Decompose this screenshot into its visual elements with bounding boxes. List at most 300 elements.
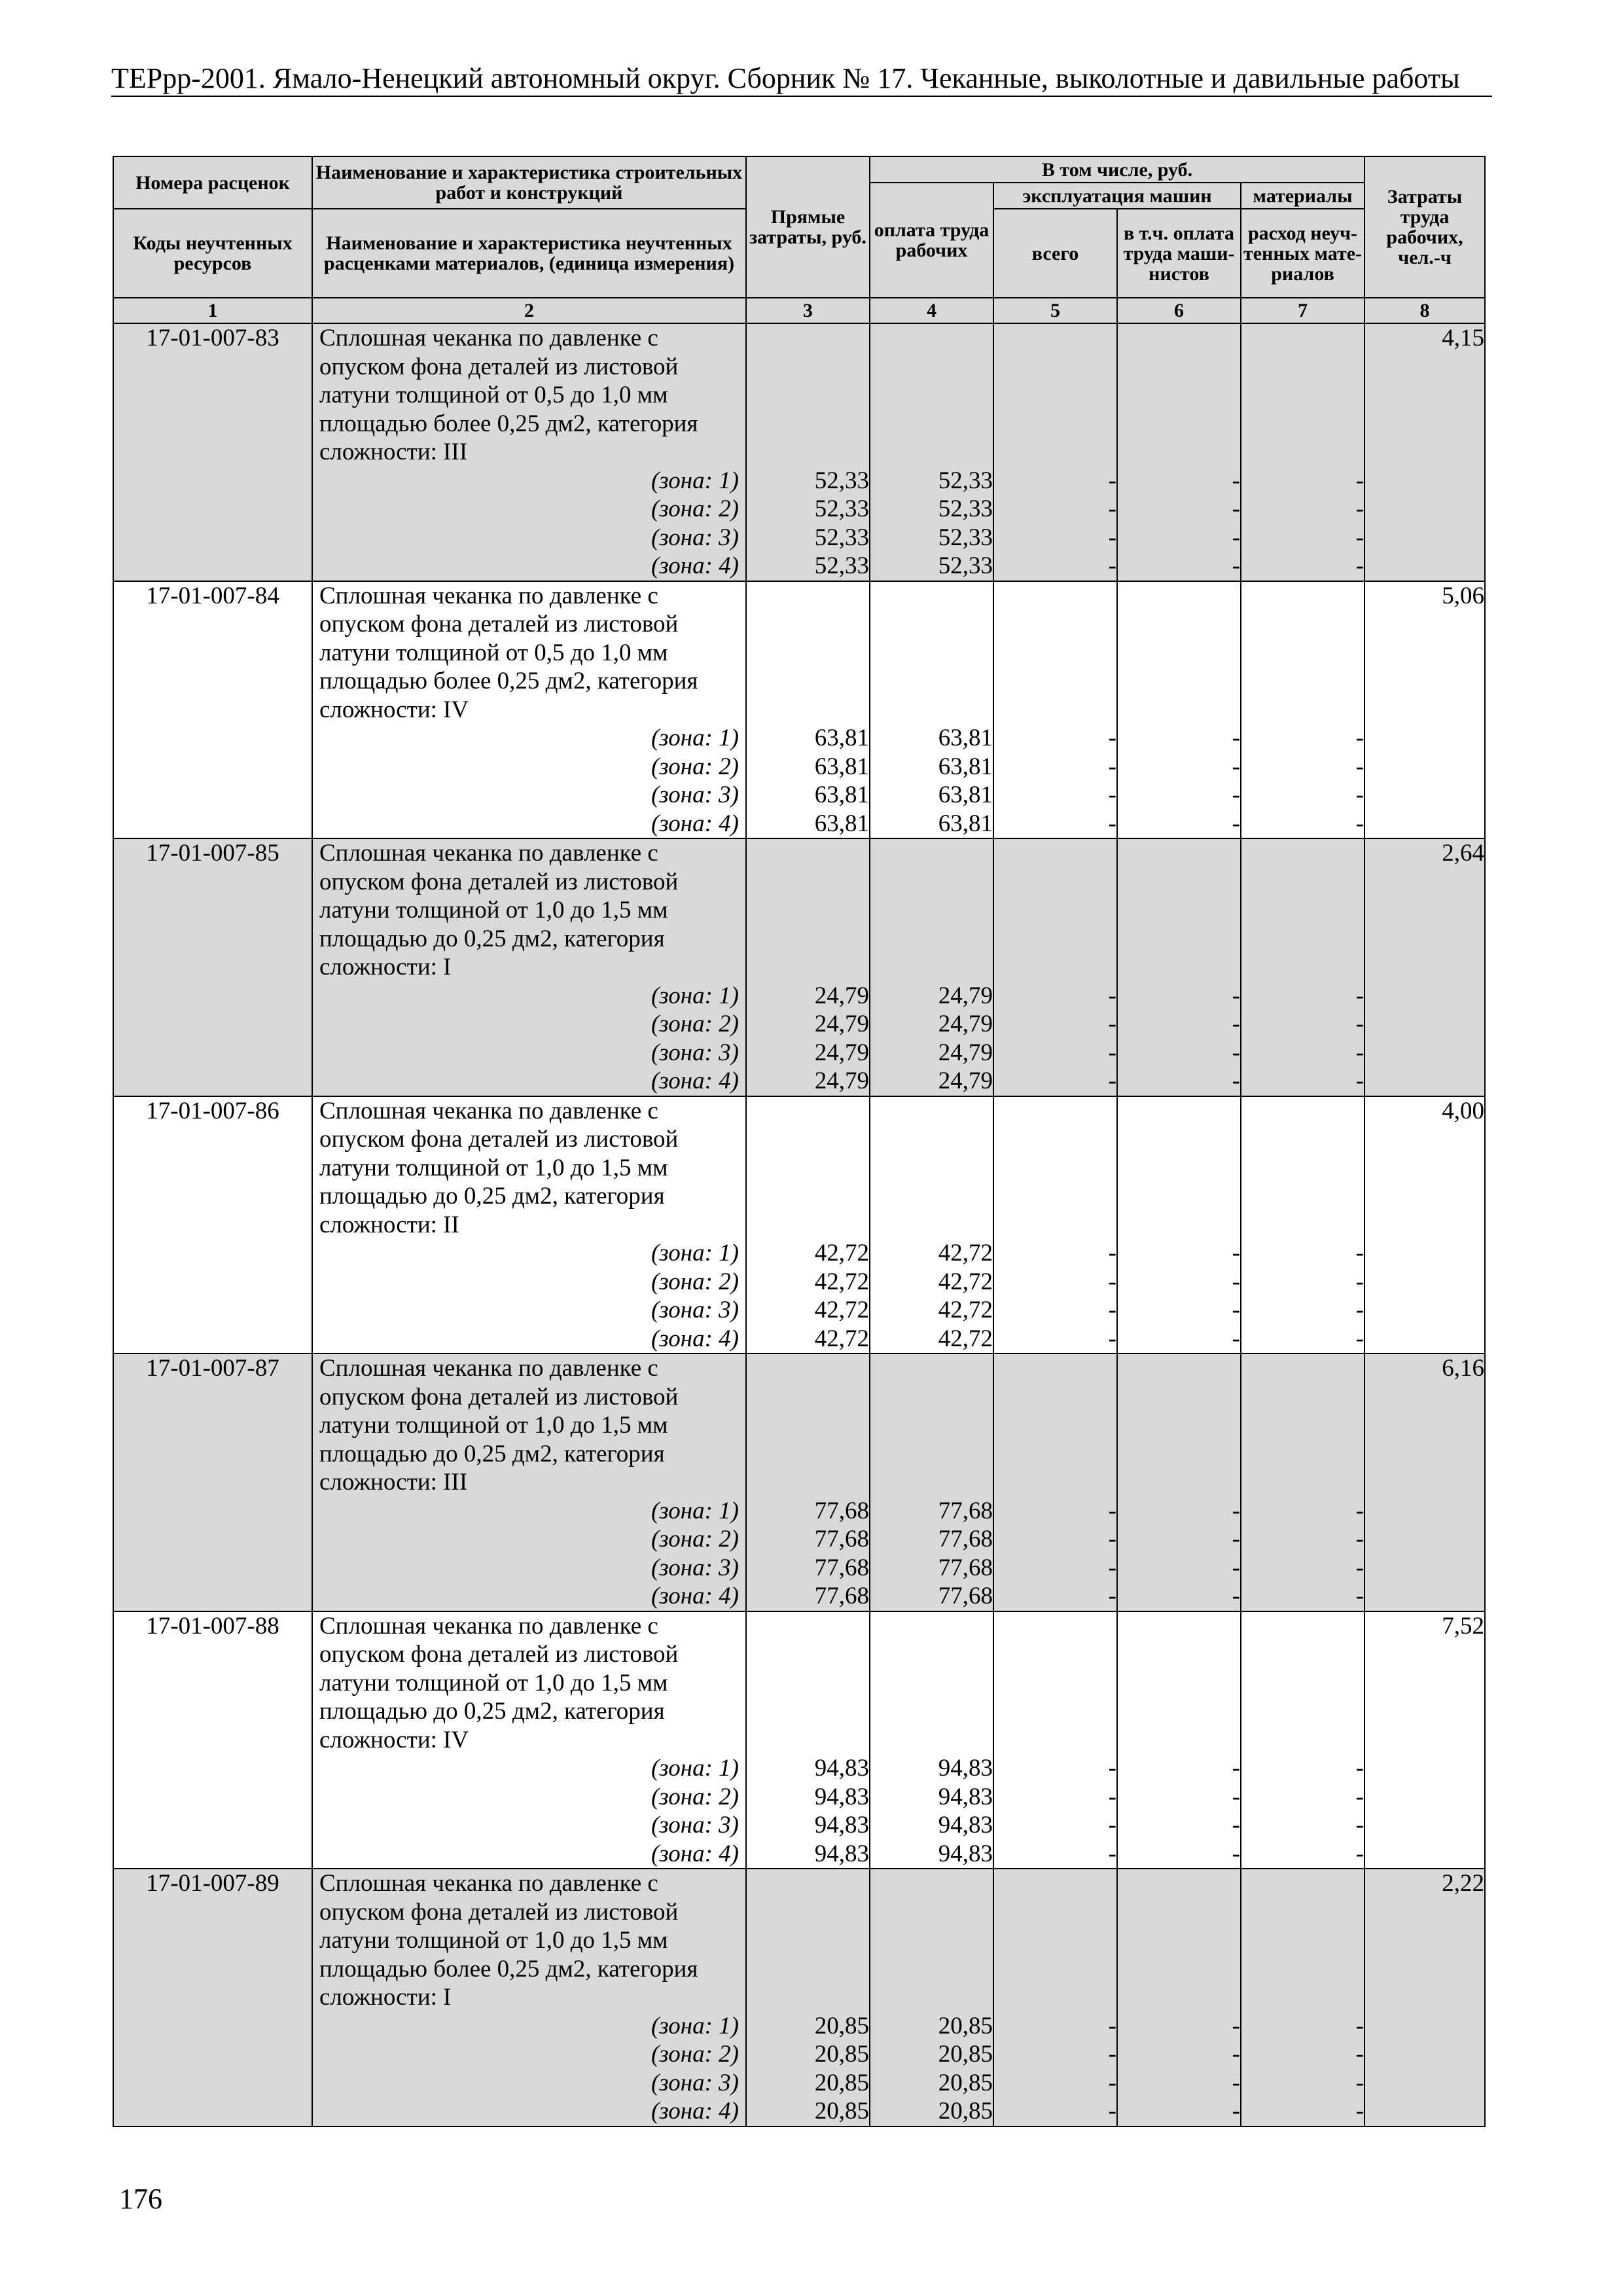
blank-line: [747, 1612, 869, 1641]
zone-label: (зона: 4): [651, 1583, 739, 1609]
blank-line: [747, 1383, 869, 1412]
header-including: В том числе, руб.: [870, 156, 1364, 183]
worker-pay-value: 77,68: [938, 1583, 993, 1609]
blank-line: [747, 896, 869, 925]
direct-cost-value: 52,33: [814, 495, 869, 522]
blank-line: [747, 324, 869, 353]
rate-description-line: сложности: IV: [319, 696, 469, 723]
worker-pay-value: 20,85: [938, 2041, 993, 2068]
blank-line: [1118, 1354, 1240, 1383]
rate-code: 17-01-007-86: [146, 1097, 279, 1124]
material-cost-value: -: [1355, 753, 1364, 780]
blank-line: [1241, 1411, 1364, 1440]
blank-line: [870, 582, 993, 611]
worker-pay-value-cell: [870, 1869, 993, 2126]
worker-pay-value: 63,81: [938, 725, 993, 751]
rate-code: 17-01-007-87: [146, 1355, 279, 1382]
blank-line: [870, 1612, 993, 1641]
rate-code-cell: [113, 323, 312, 581]
blank-line: [747, 1869, 869, 1898]
material-cost-value: -: [1355, 1497, 1364, 1524]
zone-label: (зона: 4): [651, 552, 739, 579]
blank-line: [747, 1955, 869, 1984]
machinist-pay-value-cell: [1117, 1611, 1241, 1869]
blank-line: [870, 1182, 993, 1211]
material-cost-value-cell: [1241, 838, 1364, 1096]
labor-cost-value: 2,64: [1442, 840, 1485, 867]
blank-line: [994, 1125, 1116, 1154]
direct-cost-value: 77,68: [814, 1497, 869, 1524]
col-number: 2: [312, 298, 746, 323]
worker-pay-value: 24,79: [938, 1067, 993, 1094]
blank-line: [747, 1669, 869, 1698]
machine-cost-value: -: [1108, 982, 1116, 1009]
blank-line: [870, 1726, 993, 1755]
material-cost-value-cell: [1241, 1096, 1364, 1354]
blank-line: [994, 667, 1116, 696]
machine-cost-value: -: [1108, 1067, 1116, 1094]
worker-pay-value: 63,81: [938, 753, 993, 780]
direct-cost-value: 94,83: [814, 1755, 869, 1782]
blank-line: [994, 324, 1116, 353]
rate-description-line: сложности: III: [319, 1469, 468, 1496]
header-rate-numbers: Номера расценок: [113, 156, 312, 209]
direct-cost-value-cell: [746, 1096, 870, 1354]
direct-cost-value: 52,33: [814, 524, 869, 551]
rate-name-cell: [312, 323, 746, 581]
direct-cost-value-cell: [746, 838, 870, 1096]
rate-description-line: площадью более 0,25 дм2, категория: [319, 1955, 698, 1982]
material-cost-value: -: [1355, 1840, 1364, 1867]
machinist-pay-value: -: [1232, 1812, 1240, 1839]
blank-line: [870, 1926, 993, 1955]
zone-label: (зона: 4): [651, 1067, 739, 1094]
material-cost-value: -: [1355, 1526, 1364, 1552]
material-cost-value: -: [1355, 552, 1364, 579]
labor-cost-cell: [1364, 1611, 1485, 1869]
blank-line: [1241, 1354, 1364, 1383]
machine-cost-value: -: [1108, 495, 1116, 522]
direct-cost-value: 52,33: [814, 467, 869, 494]
blank-line: [1118, 1726, 1240, 1755]
zone-label: (зона: 2): [651, 1268, 739, 1295]
blank-line: [747, 1211, 869, 1240]
direct-cost-value-cell: [746, 581, 870, 839]
labor-cost-cell: [1364, 1354, 1485, 1611]
direct-cost-value: 77,68: [814, 1583, 869, 1609]
blank-line: [747, 438, 869, 467]
zone-label: (зона: 1): [651, 725, 739, 751]
zone-label: (зона: 2): [651, 753, 739, 780]
blank-line: [870, 1640, 993, 1669]
blank-line: [870, 1669, 993, 1698]
blank-line: [1118, 1697, 1240, 1726]
machine-cost-value: -: [1108, 1526, 1116, 1552]
direct-cost-value: 63,81: [814, 781, 869, 808]
machine-cost-value: -: [1108, 1840, 1116, 1867]
blank-line: [747, 1726, 869, 1755]
blank-line: [870, 839, 993, 868]
blank-line: [747, 696, 869, 725]
col-number: 3: [746, 298, 870, 323]
machinist-pay-value: -: [1232, 552, 1240, 579]
direct-cost-value-cell: [746, 1611, 870, 1869]
header-labor-costs: Затраты труда рабочих, чел.-ч: [1364, 156, 1485, 298]
labor-cost-cell: [1364, 581, 1485, 839]
blank-line: [994, 1411, 1116, 1440]
rate-description-line: Сплошная чеканка по давленке с: [319, 1355, 658, 1382]
blank-line: [870, 410, 993, 439]
blank-line: [994, 410, 1116, 439]
blank-line: [747, 1182, 869, 1211]
blank-line: [1118, 610, 1240, 639]
zone-label: (зона: 2): [651, 1526, 739, 1552]
blank-line: [1118, 1182, 1240, 1211]
blank-line: [870, 639, 993, 668]
blank-line: [1241, 1097, 1364, 1126]
blank-line: [1118, 1669, 1240, 1698]
blank-line: [747, 1640, 869, 1669]
rate-description-line: сложности: IV: [319, 1726, 469, 1753]
machine-cost-value: -: [1108, 1755, 1116, 1782]
blank-line: [994, 1726, 1116, 1755]
material-cost-value: -: [1355, 1268, 1364, 1295]
machine-cost-value-cell: [993, 1611, 1117, 1869]
direct-cost-value: 94,83: [814, 1840, 869, 1867]
machine-cost-value-cell: [993, 1354, 1117, 1611]
rate-code-cell: [113, 581, 312, 839]
rate-description-line: опуском фона деталей из листовой: [319, 1383, 679, 1410]
blank-line: [994, 1468, 1116, 1497]
machinist-pay-value: -: [1232, 1325, 1240, 1352]
blank-line: [1118, 896, 1240, 925]
machine-cost-value: -: [1108, 552, 1116, 579]
machinist-pay-value: -: [1232, 1011, 1240, 1037]
blank-line: [1241, 1955, 1364, 1984]
worker-pay-value: 20,85: [938, 2012, 993, 2039]
worker-pay-value: 42,72: [938, 1268, 993, 1295]
worker-pay-value: 52,33: [938, 524, 993, 551]
blank-line: [1241, 1898, 1364, 1927]
blank-line: [1118, 1097, 1240, 1126]
blank-line: [1241, 1726, 1364, 1755]
blank-line: [1241, 353, 1364, 382]
worker-pay-value: 42,72: [938, 1325, 993, 1352]
blank-line: [1118, 925, 1240, 954]
blank-line: [870, 1955, 993, 1984]
direct-cost-value-cell: [746, 323, 870, 581]
blank-line: [994, 1898, 1116, 1927]
blank-line: [747, 410, 869, 439]
machinist-pay-value: -: [1232, 1067, 1240, 1094]
material-cost-value: -: [1355, 1583, 1364, 1609]
header-machine-total: всего: [993, 209, 1117, 298]
blank-line: [994, 1154, 1116, 1183]
rate-name-cell: [312, 581, 746, 839]
direct-cost-value: 77,68: [814, 1554, 869, 1581]
col-number: 8: [1364, 298, 1485, 323]
labor-cost-value: 2,22: [1442, 1870, 1485, 1897]
machine-cost-value: -: [1108, 1240, 1116, 1266]
blank-line: [870, 953, 993, 982]
blank-line: [994, 953, 1116, 982]
rate-description-line: сложности: I: [319, 954, 452, 980]
machinist-pay-value: -: [1232, 2098, 1240, 2125]
blank-line: [1241, 1669, 1364, 1698]
material-cost-value-cell: [1241, 1869, 1364, 2126]
zone-label: (зона: 3): [651, 1554, 739, 1581]
blank-line: [994, 839, 1116, 868]
zone-label: (зона: 4): [651, 1325, 739, 1352]
material-cost-value: -: [1355, 1755, 1364, 1782]
rate-description-line: латуни толщиной от 1,0 до 1,5 мм: [319, 897, 668, 924]
rate-description-line: сложности: II: [319, 1211, 459, 1238]
blank-line: [747, 1125, 869, 1154]
blank-line: [1118, 953, 1240, 982]
worker-pay-value: 20,85: [938, 2098, 993, 2125]
blank-line: [994, 381, 1116, 410]
blank-line: [1118, 1983, 1240, 2012]
rate-description-line: Сплошная чеканка по давленке с: [319, 1097, 658, 1124]
blank-line: [1241, 610, 1364, 639]
page-header-title: ТЕРрр-2001. Ямало-Ненецкий автономный округ. Сборник № 17. Чеканные, выколотные и давильные работы: [111, 62, 1460, 94]
rate-description-line: площадью более 0,25 дм2, категория: [319, 410, 698, 437]
blank-line: [1118, 410, 1240, 439]
blank-line: [1241, 1612, 1364, 1641]
blank-line: [994, 1926, 1116, 1955]
machinist-pay-value: -: [1232, 1554, 1240, 1581]
blank-line: [1241, 639, 1364, 668]
worker-pay-value: 42,72: [938, 1297, 993, 1323]
worker-pay-value-cell: [870, 1096, 993, 1354]
rate-code-cell: [113, 1354, 312, 1611]
machinist-pay-value: -: [1232, 1583, 1240, 1609]
zone-label: (зона: 1): [651, 2012, 739, 2039]
machine-cost-value: -: [1108, 1583, 1116, 1609]
col-number: 6: [1117, 298, 1241, 323]
rate-description-line: латуни толщиной от 1,0 до 1,5 мм: [319, 1669, 668, 1696]
worker-pay-value: 63,81: [938, 781, 993, 808]
labor-cost-cell: [1364, 1869, 1485, 2126]
labor-cost-value: 6,16: [1442, 1355, 1485, 1382]
rate-name-cell: [312, 1354, 746, 1611]
page-number: 176: [119, 2183, 162, 2215]
machinist-pay-value: -: [1232, 2069, 1240, 2096]
zone-label: (зона: 1): [651, 1240, 739, 1266]
worker-pay-value: 24,79: [938, 982, 993, 1009]
machine-cost-value: -: [1108, 2069, 1116, 2096]
machinist-pay-value: -: [1232, 725, 1240, 751]
col-number: 7: [1241, 298, 1364, 323]
rate-description-line: опуском фона деталей из листовой: [319, 353, 679, 380]
direct-cost-value: 42,72: [814, 1325, 869, 1352]
blank-line: [1118, 381, 1240, 410]
zone-label: (зона: 3): [651, 1297, 739, 1323]
material-cost-value: -: [1355, 810, 1364, 837]
blank-line: [994, 1955, 1116, 1984]
labor-cost-cell: [1364, 1096, 1485, 1354]
worker-pay-value: 77,68: [938, 1497, 993, 1524]
worker-pay-value: 24,79: [938, 1011, 993, 1037]
rate-description-line: площадью более 0,25 дм2, категория: [319, 668, 698, 694]
material-cost-value: -: [1355, 1325, 1364, 1352]
zone-label: (зона: 3): [651, 2069, 739, 2096]
rate-code: 17-01-007-88: [146, 1612, 279, 1640]
rate-description-line: площадью до 0,25 дм2, категория: [319, 1698, 665, 1725]
rate-code: 17-01-007-85: [146, 840, 279, 867]
col-number: 1: [113, 298, 312, 323]
blank-line: [870, 896, 993, 925]
rate-name-cell: [312, 1096, 746, 1354]
worker-pay-value-cell: [870, 581, 993, 839]
rate-description-line: площадью до 0,25 дм2, категория: [319, 1440, 665, 1467]
labor-cost-value: 5,06: [1442, 582, 1485, 609]
blank-line: [994, 1612, 1116, 1641]
blank-line: [747, 1097, 869, 1126]
material-cost-value: -: [1355, 1240, 1364, 1266]
blank-line: [747, 1926, 869, 1955]
blank-line: [870, 1154, 993, 1183]
machine-cost-value: -: [1108, 1325, 1116, 1352]
blank-line: [870, 868, 993, 897]
blank-line: [870, 1211, 993, 1240]
machinist-pay-value: -: [1232, 524, 1240, 551]
blank-line: [870, 696, 993, 725]
material-cost-value: -: [1355, 524, 1364, 551]
blank-line: [994, 610, 1116, 639]
worker-pay-value-cell: [870, 323, 993, 581]
material-cost-value-cell: [1241, 1611, 1364, 1869]
blank-line: [747, 1154, 869, 1183]
rate-code-cell: [113, 1096, 312, 1354]
material-cost-value: -: [1355, 1554, 1364, 1581]
blank-line: [870, 1383, 993, 1412]
direct-cost-value: 63,81: [814, 753, 869, 780]
machine-cost-value: -: [1108, 1011, 1116, 1037]
machinist-pay-value: -: [1232, 1240, 1240, 1266]
header-machine-operation: эксплуатация машин: [993, 183, 1241, 209]
direct-cost-value: 94,83: [814, 1812, 869, 1839]
material-cost-value: -: [1355, 2069, 1364, 2096]
machine-cost-value: -: [1108, 1268, 1116, 1295]
material-cost-value: -: [1355, 2041, 1364, 2068]
blank-line: [994, 868, 1116, 897]
blank-line: [870, 1468, 993, 1497]
worker-pay-value: 52,33: [938, 552, 993, 579]
blank-line: [1241, 1640, 1364, 1669]
blank-line: [994, 925, 1116, 954]
direct-cost-value: 63,81: [814, 810, 869, 837]
machine-cost-value-cell: [993, 323, 1117, 581]
zone-label: (зона: 4): [651, 1840, 739, 1867]
material-cost-value: -: [1355, 467, 1364, 494]
blank-line: [870, 1097, 993, 1126]
direct-cost-value: 42,72: [814, 1240, 869, 1266]
machinist-pay-value: -: [1232, 1840, 1240, 1867]
blank-line: [1118, 1411, 1240, 1440]
worker-pay-value: 63,81: [938, 810, 993, 837]
blank-line: [1118, 1926, 1240, 1955]
rate-code-cell: [113, 1611, 312, 1869]
blank-line: [870, 1697, 993, 1726]
material-cost-value-cell: [1241, 323, 1364, 581]
zone-label: (зона: 3): [651, 781, 739, 808]
blank-line: [994, 1383, 1116, 1412]
zone-label: (зона: 4): [651, 2098, 739, 2125]
blank-line: [870, 1898, 993, 1927]
zone-label: (зона: 1): [651, 1755, 739, 1782]
machinist-pay-value: -: [1232, 1755, 1240, 1782]
machinist-pay-value: -: [1232, 1526, 1240, 1552]
blank-line: [994, 896, 1116, 925]
rate-description-line: латуни толщиной от 1,0 до 1,5 мм: [319, 1412, 668, 1439]
rate-row: [113, 323, 1485, 581]
machinist-pay-value: -: [1232, 753, 1240, 780]
zone-label: (зона: 1): [651, 982, 739, 1009]
blank-line: [994, 1983, 1116, 2012]
worker-pay-value: 52,33: [938, 467, 993, 494]
blank-line: [1241, 1211, 1364, 1240]
header-rule: [111, 96, 1492, 97]
blank-line: [1118, 438, 1240, 467]
blank-line: [870, 1354, 993, 1383]
blank-line: [870, 1411, 993, 1440]
zone-label: (зона: 1): [651, 1497, 739, 1524]
machine-cost-value-cell: [993, 1869, 1117, 2126]
rate-row: [113, 1354, 1485, 1611]
machinist-pay-value: -: [1232, 1297, 1240, 1323]
machine-cost-value: -: [1108, 2041, 1116, 2068]
blank-line: [747, 610, 869, 639]
blank-line: [747, 839, 869, 868]
worker-pay-value: 20,85: [938, 2069, 993, 2096]
blank-line: [870, 925, 993, 954]
zone-label: (зона: 2): [651, 495, 739, 522]
header-direct-costs: Прямые затраты, руб.: [746, 156, 870, 298]
direct-cost-value: 42,72: [814, 1268, 869, 1295]
machine-cost-value: -: [1108, 753, 1116, 780]
machine-cost-value-cell: [993, 838, 1117, 1096]
blank-line: [1118, 1612, 1240, 1641]
blank-line: [747, 1468, 869, 1497]
blank-line: [994, 1211, 1116, 1240]
worker-pay-value: 52,33: [938, 495, 993, 522]
machine-cost-value: -: [1108, 725, 1116, 751]
material-cost-value: -: [1355, 495, 1364, 522]
rate-description-line: Сплошная чеканка по давленке с: [319, 1870, 658, 1897]
blank-line: [1241, 896, 1364, 925]
rate-code-cell: [113, 1869, 312, 2126]
material-cost-value: -: [1355, 1783, 1364, 1810]
material-cost-value: -: [1355, 781, 1364, 808]
blank-line: [747, 639, 869, 668]
machinist-pay-value: -: [1232, 2041, 1240, 2068]
blank-line: [870, 438, 993, 467]
blank-line: [747, 1354, 869, 1383]
blank-line: [1118, 1468, 1240, 1497]
blank-line: [1241, 868, 1364, 897]
rate-description-line: Сплошная чеканка по давленке с: [319, 325, 658, 351]
blank-line: [1241, 1440, 1364, 1469]
material-cost-value: -: [1355, 1039, 1364, 1066]
rate-row: [113, 581, 1485, 839]
blank-line: [1118, 667, 1240, 696]
rate-description-line: площадью до 0,25 дм2, категория: [319, 925, 665, 952]
blank-line: [870, 1125, 993, 1154]
header-material-name: Наименование и характеристика неучтенных расценками материалов, (единица измерения): [312, 209, 746, 298]
zone-label: (зона: 3): [651, 524, 739, 551]
blank-line: [747, 582, 869, 611]
